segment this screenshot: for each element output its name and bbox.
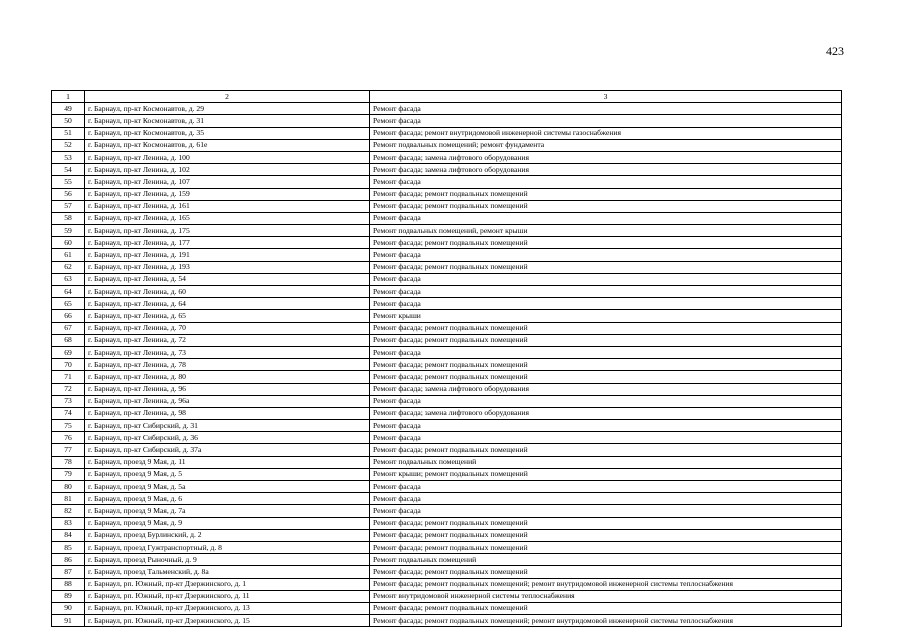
works-cell: Ремонт фасада (370, 505, 842, 517)
table-row (52, 200, 842, 212)
address-cell: г. Барнаул, пр-кт Ленина, д. 96 (85, 383, 370, 395)
row-number-cell: 75 (52, 420, 85, 432)
address-cell: г. Барнаул, пр-кт Ленина, д. 175 (85, 225, 370, 237)
works-cell: Ремонт фасада (370, 273, 842, 285)
address-cell: г. Барнаул, пр-кт Ленина, д. 96а (85, 395, 370, 407)
table-row (52, 590, 842, 602)
address-cell: г. Барнаул, пр-кт Космонавтов, д. 35 (85, 127, 370, 139)
works-cell: Ремонт фасада; ремонт подвальных помещений (370, 517, 842, 529)
table-row (52, 286, 842, 298)
table-row (52, 176, 842, 188)
row-number-cell: 88 (52, 578, 85, 590)
works-cell: Ремонт фасада (370, 432, 842, 444)
row-number-cell: 86 (52, 554, 85, 566)
address-cell: г. Барнаул, пр-кт Ленина, д. 161 (85, 200, 370, 212)
row-number-cell: 74 (52, 407, 85, 419)
address-cell: г. Барнаул, пр-кт Ленина, д. 70 (85, 322, 370, 334)
table-row (52, 602, 842, 614)
address-cell: г. Барнаул, пр-кт Космонавтов, д. 31 (85, 115, 370, 127)
row-number-cell: 57 (52, 200, 85, 212)
table-row (52, 273, 842, 285)
works-cell: Ремонт фасада (370, 346, 842, 358)
works-cell: Ремонт фасада (370, 493, 842, 505)
address-cell: г. Барнаул, пр-кт Ленина, д. 64 (85, 298, 370, 310)
works-cell: Ремонт фасада; ремонт подвальных помещений (370, 602, 842, 614)
works-cell: Ремонт фасада; ремонт подвальных помещений (370, 371, 842, 383)
table-row (52, 395, 842, 407)
table-row (52, 115, 842, 127)
row-number-cell: 85 (52, 541, 85, 553)
works-cell: Ремонт фасада; ремонт подвальных помещений; ремонт внутридомовой инженерной системы теплоснабжения (370, 615, 842, 627)
address-cell: г. Барнаул, пр-кт Ленина, д. 98 (85, 407, 370, 419)
row-number-cell: 50 (52, 115, 85, 127)
works-cell: Ремонт фасада (370, 212, 842, 224)
works-cell: Ремонт фасада; ремонт подвальных помещений (370, 200, 842, 212)
row-number-cell: 56 (52, 188, 85, 200)
table-row (52, 212, 842, 224)
table-row (52, 298, 842, 310)
table-row (52, 237, 842, 249)
table-row (52, 566, 842, 578)
address-cell: г. Барнаул, пр-кт Сибирский, д. 37а (85, 444, 370, 456)
works-cell: Ремонт фасада (370, 115, 842, 127)
row-number-cell: 69 (52, 346, 85, 358)
table-row (52, 615, 842, 627)
works-cell: Ремонт фасада; замена лифтового оборудования (370, 407, 842, 419)
works-cell: Ремонт фасада (370, 395, 842, 407)
row-number-cell: 89 (52, 590, 85, 602)
table-row (52, 139, 842, 151)
row-number-cell: 64 (52, 286, 85, 298)
address-cell: г. Барнаул, пр-кт Космонавтов, д. 29 (85, 103, 370, 115)
row-number-cell: 76 (52, 432, 85, 444)
table-row (52, 346, 842, 358)
works-cell: Ремонт фасада; ремонт внутридомовой инженерной системы газоснабжения (370, 127, 842, 139)
table-row (52, 371, 842, 383)
works-cell: Ремонт фасада; замена лифтового оборудования (370, 383, 842, 395)
address-cell: г. Барнаул, пр-кт Космонавтов, д. 61е (85, 139, 370, 151)
table-row (52, 578, 842, 590)
address-cell: г. Барнаул, проезд Тальменский, д. 8а (85, 566, 370, 578)
table-row (52, 188, 842, 200)
address-cell: г. Барнаул, проезд Гужтранспортный, д. 8 (85, 541, 370, 553)
works-cell: Ремонт фасада; замена лифтового оборудования (370, 164, 842, 176)
table-row (52, 444, 842, 456)
row-number-cell: 51 (52, 127, 85, 139)
row-number-cell: 67 (52, 322, 85, 334)
address-cell: г. Барнаул, рп. Южный, пр-кт Дзержинского, д. 15 (85, 615, 370, 627)
row-number-cell: 52 (52, 139, 85, 151)
address-cell: г. Барнаул, проезд 9 Мая, д. 9 (85, 517, 370, 529)
table-row (52, 322, 842, 334)
works-cell: Ремонт подвальных помещений (370, 554, 842, 566)
table-row (52, 103, 842, 115)
address-cell: г. Барнаул, пр-кт Сибирский, д. 31 (85, 420, 370, 432)
address-cell: г. Барнаул, пр-кт Ленина, д. 107 (85, 176, 370, 188)
row-number-cell: 90 (52, 602, 85, 614)
row-number-cell: 83 (52, 517, 85, 529)
address-cell: г. Барнаул, пр-кт Ленина, д. 60 (85, 286, 370, 298)
table-row (52, 164, 842, 176)
address-cell: г. Барнаул, пр-кт Ленина, д. 65 (85, 310, 370, 322)
row-number-cell: 79 (52, 468, 85, 480)
works-cell: Ремонт подвальных помещений; ремонт фундамента (370, 139, 842, 151)
row-number-cell: 91 (52, 615, 85, 627)
row-number-cell: 59 (52, 225, 85, 237)
address-cell: г. Барнаул, проезд Рыночный, д. 9 (85, 554, 370, 566)
table-row (52, 529, 842, 541)
row-number-cell: 54 (52, 164, 85, 176)
table-row (52, 505, 842, 517)
table-body (52, 103, 842, 627)
table-row (52, 541, 842, 553)
row-number-cell: 58 (52, 212, 85, 224)
address-cell: г. Барнаул, пр-кт Ленина, д. 177 (85, 237, 370, 249)
table-row (52, 151, 842, 163)
row-number-cell: 63 (52, 273, 85, 285)
row-number-cell: 49 (52, 103, 85, 115)
row-number-cell: 71 (52, 371, 85, 383)
address-cell: г. Барнаул, проезд 9 Мая, д. 7а (85, 505, 370, 517)
works-cell: Ремонт фасада; ремонт подвальных помещений (370, 261, 842, 273)
works-cell: Ремонт фасада (370, 286, 842, 298)
row-number-cell: 77 (52, 444, 85, 456)
column-header-works: 3 (370, 91, 842, 103)
row-number-cell: 53 (52, 151, 85, 163)
row-number-cell: 87 (52, 566, 85, 578)
works-cell: Ремонт фасада; ремонт подвальных помещений (370, 541, 842, 553)
table-row (52, 310, 842, 322)
address-cell: г. Барнаул, рп. Южный, пр-кт Дзержинского, д. 13 (85, 602, 370, 614)
address-cell: г. Барнаул, пр-кт Ленина, д. 165 (85, 212, 370, 224)
works-cell: Ремонт фасада; ремонт подвальных помещений (370, 322, 842, 334)
table-row (52, 359, 842, 371)
address-cell: г. Барнаул, проезд 9 Мая, д. 5а (85, 481, 370, 493)
works-cell: Ремонт подвальных помещений, ремонт крыши (370, 225, 842, 237)
column-header-address: 2 (85, 91, 370, 103)
works-cell: Ремонт фасада (370, 298, 842, 310)
row-number-cell: 73 (52, 395, 85, 407)
works-cell: Ремонт фасада (370, 420, 842, 432)
table-row (52, 554, 842, 566)
works-cell: Ремонт фасада; ремонт подвальных помещений (370, 237, 842, 249)
table-row (52, 432, 842, 444)
table-row (52, 383, 842, 395)
works-cell: Ремонт фасада; ремонт подвальных помещений (370, 529, 842, 541)
table-row (52, 127, 842, 139)
table-row (52, 468, 842, 480)
address-cell: г. Барнаул, проезд 9 Мая, д. 11 (85, 456, 370, 468)
works-cell: Ремонт подвальных помещений (370, 456, 842, 468)
table-row (52, 456, 842, 468)
works-cell: Ремонт фасада; ремонт подвальных помещений (370, 359, 842, 371)
row-number-cell: 55 (52, 176, 85, 188)
address-cell: г. Барнаул, проезд 9 Мая, д. 5 (85, 468, 370, 480)
address-cell: г. Барнаул, рп. Южный, пр-кт Дзержинского, д. 11 (85, 590, 370, 602)
address-cell: г. Барнаул, пр-кт Ленина, д. 54 (85, 273, 370, 285)
table-row (52, 261, 842, 273)
works-cell: Ремонт фасада (370, 481, 842, 493)
table-row (52, 517, 842, 529)
table-row (52, 420, 842, 432)
row-number-cell: 61 (52, 249, 85, 261)
address-cell: г. Барнаул, пр-кт Ленина, д. 72 (85, 334, 370, 346)
works-cell: Ремонт внутридомовой инженерной системы теплоснабжения (370, 590, 842, 602)
row-number-cell: 70 (52, 359, 85, 371)
table-row (52, 481, 842, 493)
address-cell: г. Барнаул, пр-кт Ленина, д. 73 (85, 346, 370, 358)
address-cell: г. Барнаул, пр-кт Ленина, д. 191 (85, 249, 370, 261)
works-cell: Ремонт крыши; ремонт подвальных помещений (370, 468, 842, 480)
row-number-cell: 65 (52, 298, 85, 310)
row-number-cell: 66 (52, 310, 85, 322)
address-cell: г. Барнаул, проезд Бурлинский, д. 2 (85, 529, 370, 541)
row-number-cell: 81 (52, 493, 85, 505)
table-header-row (52, 91, 842, 103)
column-header-number: 1 (52, 91, 85, 103)
address-cell: г. Барнаул, пр-кт Ленина, д. 159 (85, 188, 370, 200)
works-cell: Ремонт крыши (370, 310, 842, 322)
works-cell: Ремонт фасада (370, 103, 842, 115)
table-row (52, 249, 842, 261)
address-cell: г. Барнаул, проезд 9 Мая, д. 6 (85, 493, 370, 505)
address-cell: г. Барнаул, пр-кт Ленина, д. 102 (85, 164, 370, 176)
row-number-cell: 68 (52, 334, 85, 346)
row-number-cell: 82 (52, 505, 85, 517)
row-number-cell: 62 (52, 261, 85, 273)
row-number-cell: 60 (52, 237, 85, 249)
row-number-cell: 84 (52, 529, 85, 541)
works-cell: Ремонт фасада; ремонт подвальных помещений (370, 334, 842, 346)
repair-registry-table (51, 90, 842, 627)
table-row (52, 407, 842, 419)
works-cell: Ремонт фасада; ремонт подвальных помещений (370, 566, 842, 578)
works-cell: Ремонт фасада; ремонт подвальных помещений; ремонт внутридомовой инженерной системы теплоснабжения (370, 578, 842, 590)
table-row (52, 334, 842, 346)
table-row (52, 493, 842, 505)
address-cell: г. Барнаул, пр-кт Ленина, д. 78 (85, 359, 370, 371)
address-cell: г. Барнаул, пр-кт Сибирский, д. 36 (85, 432, 370, 444)
works-cell: Ремонт фасада (370, 249, 842, 261)
address-cell: г. Барнаул, пр-кт Ленина, д. 80 (85, 371, 370, 383)
row-number-cell: 80 (52, 481, 85, 493)
address-cell: г. Барнаул, пр-кт Ленина, д. 193 (85, 261, 370, 273)
works-cell: Ремонт фасада; ремонт подвальных помещений (370, 188, 842, 200)
table-row (52, 225, 842, 237)
row-number-cell: 78 (52, 456, 85, 468)
page-number: 423 (826, 44, 844, 58)
address-cell: г. Барнаул, пр-кт Ленина, д. 100 (85, 151, 370, 163)
works-cell: Ремонт фасада; замена лифтового оборудования (370, 151, 842, 163)
row-number-cell: 72 (52, 383, 85, 395)
address-cell: г. Барнаул, рп. Южный, пр-кт Дзержинского, д. 1 (85, 578, 370, 590)
works-cell: Ремонт фасада (370, 176, 842, 188)
works-cell: Ремонт фасада; ремонт подвальных помещений (370, 444, 842, 456)
